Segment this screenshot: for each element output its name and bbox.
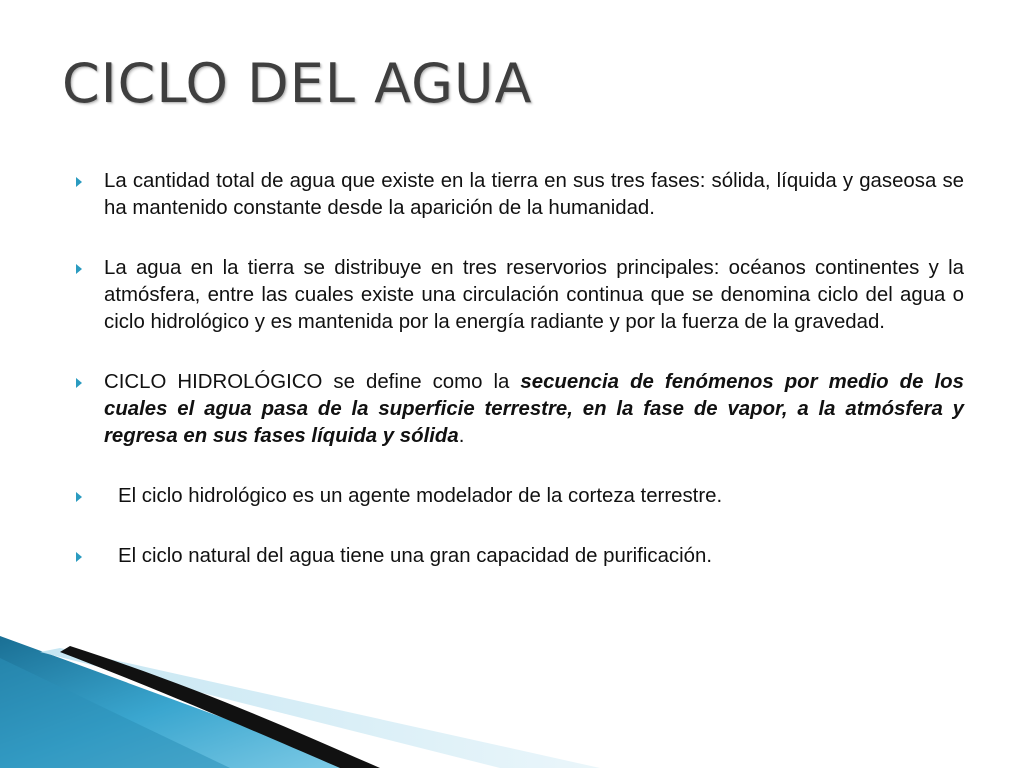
decorative-wave-footer: [0, 628, 1024, 768]
bullet-text-tail: .: [458, 425, 465, 447]
triangle-right-icon: [76, 264, 82, 274]
bullet-text-emphasis: secuencia de fenómenos por medio de los cuales el agua pasa de la superficie terrestre, en la fase de vapor, a la atmósfera y regresa en sus fases líquida y sólida: [104, 371, 964, 447]
slide-title: CICLO DEL AGUA: [62, 52, 533, 115]
bullet-text: La agua en la tierra se distribuye en tres reservorios principales: océanos continentes y la atmósfera, entre las cuales existe una circulación continua que se denomina ciclo del agua o ciclo hidrológico y es mantenida por la energía radiante y por la fuerza de la gravedad.: [104, 257, 964, 333]
bullet-text: La cantidad total de agua que existe en la tierra en sus tres fases: sólida, líquida y gaseosa se ha mantenido constante desde la aparición de la humanidad.: [104, 170, 964, 219]
bullet-item: [76, 483, 964, 510]
bullet-text: El ciclo natural del agua tiene una gran capacidad de purificación.: [118, 545, 712, 567]
bullet-text: El ciclo hidrológico es un agente modelador de la corteza terrestre.: [118, 485, 723, 507]
bullet-item: [76, 369, 964, 450]
triangle-right-icon: [76, 177, 82, 187]
bullet-item: [76, 543, 964, 570]
triangle-right-icon: [76, 492, 82, 502]
bullet-item: [76, 255, 964, 336]
bullet-item: [76, 168, 964, 222]
triangle-right-icon: [76, 552, 82, 562]
bullet-list: [76, 168, 964, 570]
bullet-text-lead: CICLO HIDROLÓGICO se define como la: [104, 371, 521, 393]
triangle-right-icon: [76, 378, 82, 388]
